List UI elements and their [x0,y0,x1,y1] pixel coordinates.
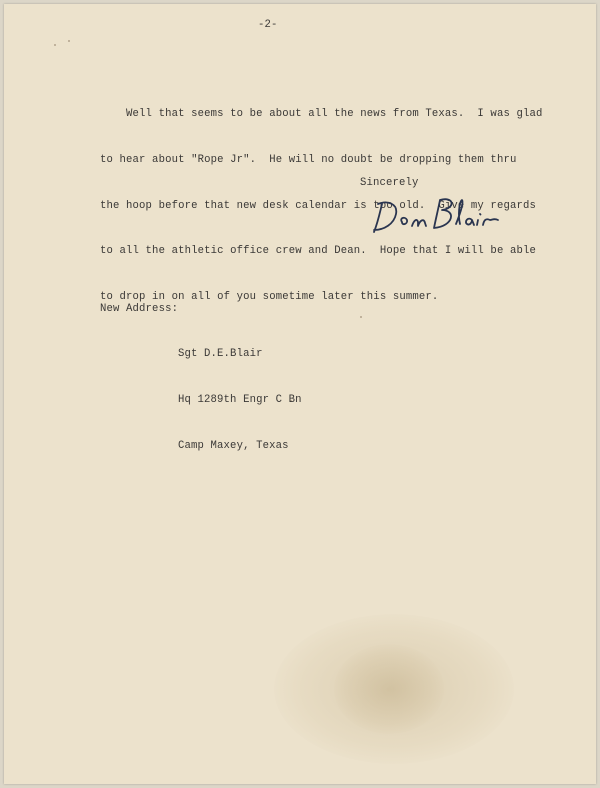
paper-speck [54,44,56,46]
body-line: the hoop before that new desk calendar is too old. Give my regards [100,199,536,212]
body-line: Well that seems to be about all the news from Texas. I was glad [100,108,543,121]
address-line: Camp Maxey, Texas [178,439,289,452]
water-stain-small [334,644,444,734]
address-line: Hq 1289th Engr C Bn [178,394,302,407]
handwritten-signature [364,190,514,236]
address-line: Sgt D.E.Blair [178,348,263,361]
body-line: to drop in on all of you sometime later this summer. [100,290,439,303]
new-address-label: New Address: [100,303,179,315]
body-line: to hear about "Rope Jr". He will no doubt be dropping them thru [100,154,517,167]
address-block [178,317,302,484]
page-number: -2- [258,19,278,31]
paper-speck [68,40,70,42]
closing-salutation: Sincerely [360,177,419,189]
body-line: to all the athletic office crew and Dean. Hope that I will be able [100,245,536,258]
letter-page [4,4,596,784]
